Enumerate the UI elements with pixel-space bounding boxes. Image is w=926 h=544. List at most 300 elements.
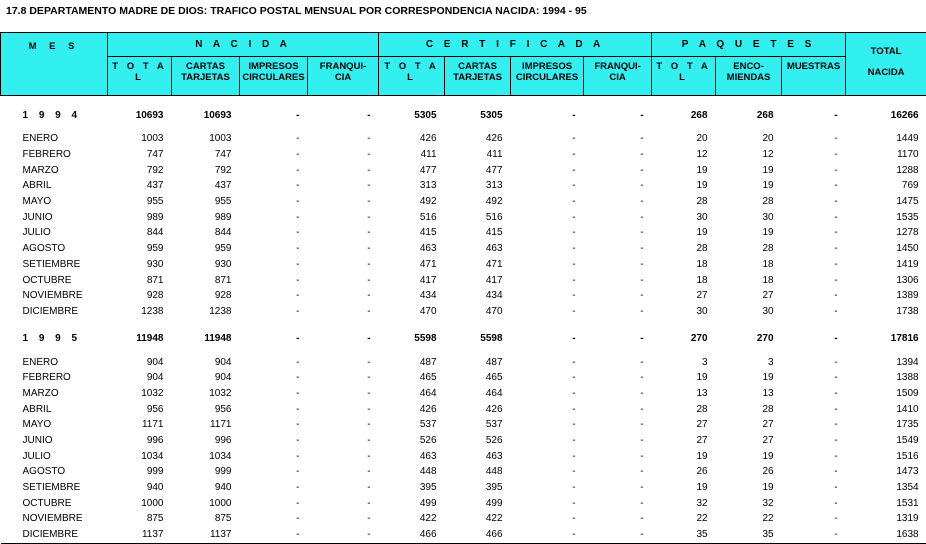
table-cell: 904 <box>146 356 164 368</box>
table-cell: - <box>584 527 652 543</box>
table-cell: 470 <box>485 305 503 317</box>
table-cell: 32 <box>696 497 708 509</box>
table-cell: 30 <box>696 211 708 223</box>
table-cell: - <box>572 387 576 399</box>
table-cell: - <box>572 419 576 431</box>
table-cell: 928 <box>214 290 232 302</box>
table-cell: 1388 <box>896 372 919 384</box>
franquicia-label: FRANQUI- <box>594 61 641 72</box>
table-cell: 30 <box>696 305 708 317</box>
table-cell: 19 <box>696 372 708 384</box>
table-cell: - <box>640 258 644 270</box>
table-cell: 999 <box>214 466 232 478</box>
table-cell: - <box>572 305 576 317</box>
circulares-label: CIRCULARES <box>515 72 579 83</box>
table-cell: - <box>296 133 300 145</box>
table-cell: - <box>834 274 838 286</box>
table-cell: 1170 <box>897 149 919 161</box>
table-cell: - <box>367 133 371 145</box>
row-label: AGOSTO <box>22 243 66 255</box>
franquicia-label: FRANQUI- <box>319 61 367 72</box>
table-cell: 426 <box>485 403 503 415</box>
table-cell: - <box>367 243 371 255</box>
table-cell: 492 <box>485 196 503 208</box>
table-cell: 955 <box>146 196 164 208</box>
table-cell: 516 <box>419 211 437 223</box>
table-cell: 5598 <box>480 333 503 345</box>
table-cell: 1410 <box>896 403 919 415</box>
table-cell: 19 <box>696 164 708 176</box>
group-paquetes: P A Q U E T E S <box>652 33 846 57</box>
table-row <box>1 417 926 433</box>
table-cell: - <box>367 403 371 415</box>
col-nacida-cartas <box>172 57 240 96</box>
table-row <box>1 162 926 178</box>
table-cell: 1032 <box>209 387 232 399</box>
table-cell: - <box>367 196 371 208</box>
table-cell: - <box>367 227 371 239</box>
table-cell: - <box>834 387 838 399</box>
table-cell: 1003 <box>209 133 232 145</box>
table-cell: - <box>296 164 300 176</box>
table-cell: 904 <box>214 372 232 384</box>
col-cert-impresos <box>511 57 584 96</box>
table-cell: 1171 <box>209 419 232 431</box>
table-cell: 12 <box>762 149 774 161</box>
table-cell: 28 <box>762 403 774 415</box>
table-cell: - <box>296 211 300 223</box>
table-cell: 844 <box>146 227 164 239</box>
table-cell: - <box>296 435 300 447</box>
table-cell: 1738 <box>896 305 919 317</box>
table-cell: - <box>367 466 371 478</box>
col-cert-total: T O T A L <box>379 57 445 96</box>
table-cell: - <box>296 196 300 208</box>
table-cell: - <box>640 180 644 192</box>
table-row <box>1 288 926 304</box>
row-label: ENERO <box>22 133 59 145</box>
table-cell: 875 <box>146 513 164 525</box>
table-row <box>1 257 926 273</box>
table-cell: 463 <box>419 243 437 255</box>
table-cell: 437 <box>214 180 232 192</box>
table-cell: 32 <box>762 497 774 509</box>
table-cell: - <box>640 372 644 384</box>
table-cell: 516 <box>485 211 503 223</box>
table-cell: - <box>640 387 644 399</box>
table-cell: - <box>834 164 838 176</box>
row-label: SETIEMBRE <box>22 258 81 270</box>
table-cell: - <box>367 450 371 462</box>
table-cell: - <box>640 497 644 509</box>
table-cell: 448 <box>485 466 503 478</box>
table-cell: 1034 <box>209 450 232 462</box>
table-cell: 18 <box>762 274 774 286</box>
table-cell: - <box>367 274 371 286</box>
table-cell: - <box>834 180 838 192</box>
table-cell: - <box>296 110 300 121</box>
table-row <box>1 433 926 449</box>
table-cell: 1288 <box>896 164 919 176</box>
table-cell: - <box>640 419 644 431</box>
table-cell: - <box>834 482 838 494</box>
table-cell: - <box>367 305 371 317</box>
row-label: NOVIEMBRE <box>22 513 83 525</box>
table-cell: - <box>834 466 838 478</box>
row-label: 1 9 9 5 <box>22 333 82 345</box>
table-cell: - <box>572 372 576 384</box>
table-row <box>1 178 926 194</box>
table-cell: 18 <box>696 274 708 286</box>
table-cell: 464 <box>419 387 437 399</box>
table-cell: 422 <box>419 513 437 525</box>
table-cell: 1531 <box>896 497 919 509</box>
table-cell: 465 <box>485 372 503 384</box>
row-label: ENERO <box>22 356 59 368</box>
table-cell: 1238 <box>141 305 164 317</box>
encomiendas-label: ENCO- <box>733 61 764 72</box>
table-cell: - <box>367 211 371 223</box>
table-cell: - <box>296 180 300 192</box>
table-cell: - <box>834 372 838 384</box>
table-cell: 904 <box>146 372 164 384</box>
col-paq-muestras: MUESTRAS <box>782 57 846 96</box>
table-cell: 1394 <box>896 356 919 368</box>
table-cell: 434 <box>485 290 503 302</box>
table-cell: 1735 <box>896 419 919 431</box>
table-row <box>1 209 926 225</box>
table-cell: 526 <box>485 435 503 447</box>
table-cell: 26 <box>762 466 774 478</box>
row-label: DICIEMBRE <box>1 527 108 543</box>
table-cell: - <box>834 356 838 368</box>
table-cell: 417 <box>485 274 503 286</box>
table-cell: - <box>640 227 644 239</box>
table-cell: 270 <box>756 333 774 345</box>
table-cell: - <box>296 258 300 270</box>
table-cell: 1032 <box>141 387 164 399</box>
table-cell: 19 <box>762 450 774 462</box>
table-cell: 313 <box>419 180 437 192</box>
row-label: JUNIO <box>22 211 53 223</box>
table-cell: - <box>834 497 838 509</box>
table-cell: 792 <box>146 164 164 176</box>
table-cell: - <box>640 333 644 345</box>
table-row <box>1 370 926 386</box>
table-cell: - <box>296 356 300 368</box>
table-cell: 499 <box>419 497 437 509</box>
cartas-label: CARTAS <box>458 61 497 72</box>
table-cell: 844 <box>214 227 232 239</box>
total-bottom-label: NACIDA <box>867 67 905 78</box>
table-cell: 30 <box>762 305 774 317</box>
table-cell: - <box>572 403 576 415</box>
table-cell: 1034 <box>141 450 164 462</box>
table-cell: 27 <box>762 290 774 302</box>
table-cell: - <box>308 527 379 543</box>
table-cell: 464 <box>485 387 503 399</box>
table-body <box>1 96 926 544</box>
table-cell: - <box>367 149 371 161</box>
table-cell: - <box>572 196 576 208</box>
table-cell: 1319 <box>896 513 919 525</box>
table-cell: - <box>782 527 846 543</box>
table-cell: 999 <box>146 466 164 478</box>
col-nacida-total: T O T A L <box>108 57 172 96</box>
table-row <box>1 225 926 241</box>
table-cell: - <box>640 435 644 447</box>
col-mes: M E S <box>1 33 108 96</box>
table-cell: - <box>572 482 576 494</box>
table-row <box>1 386 926 402</box>
table-cell: 1449 <box>896 133 919 145</box>
cia-label: CIA <box>609 72 626 83</box>
table-row <box>1 272 926 288</box>
table-cell: 959 <box>146 243 164 255</box>
table-cell: - <box>367 356 371 368</box>
table-cell: 465 <box>419 372 437 384</box>
table-cell: 12 <box>696 149 708 161</box>
table-cell: 1000 <box>209 497 232 509</box>
table-cell: 1509 <box>896 387 919 399</box>
table-cell: - <box>296 290 300 302</box>
impresos-label: IMPRESOS <box>521 61 573 72</box>
table-cell: 1389 <box>896 290 919 302</box>
cartas-label: CARTAS <box>186 61 225 72</box>
table-cell: - <box>572 243 576 255</box>
row-label: JULIO <box>22 450 51 462</box>
row-label: NOVIEMBRE <box>22 290 83 302</box>
row-label: JUNIO <box>22 435 53 447</box>
row-label: MAYO <box>22 196 52 208</box>
table-cell: 537 <box>419 419 437 431</box>
table-cell: 27 <box>696 419 708 431</box>
table-cell: - <box>572 164 576 176</box>
table-cell: 437 <box>146 180 164 192</box>
impresos-label: IMPRESOS <box>248 61 299 72</box>
table-cell: 989 <box>146 211 164 223</box>
table-cell: - <box>640 450 644 462</box>
year-total-row <box>1 105 926 126</box>
table-row <box>1 511 926 527</box>
table-cell: - <box>834 450 838 462</box>
table-cell: 268 <box>756 110 774 121</box>
table-cell: - <box>572 180 576 192</box>
table-cell: 11948 <box>136 333 164 345</box>
table-cell: - <box>367 387 371 399</box>
table-cell: 28 <box>696 243 708 255</box>
table-cell: - <box>640 513 644 525</box>
table-cell: - <box>367 110 371 121</box>
table-cell: 35 <box>652 527 716 543</box>
table-cell: 5598 <box>414 333 437 345</box>
table-cell: 22 <box>696 513 708 525</box>
table-cell: 16266 <box>890 110 919 121</box>
table-cell: - <box>572 497 576 509</box>
table-cell: 1516 <box>896 450 919 462</box>
table-cell: 792 <box>214 164 232 176</box>
table-cell: - <box>367 290 371 302</box>
table-cell: 1278 <box>896 227 919 239</box>
table-cell: - <box>296 333 300 345</box>
table-cell: 492 <box>419 196 437 208</box>
table-cell: 956 <box>214 403 232 415</box>
table-cell: - <box>367 180 371 192</box>
table-cell: - <box>834 243 838 255</box>
table-row <box>1 448 926 464</box>
table-cell: - <box>640 356 644 368</box>
table-cell: 1171 <box>141 419 164 431</box>
table-cell: 875 <box>214 513 232 525</box>
table-cell: - <box>834 227 838 239</box>
table-row <box>1 304 926 320</box>
table-cell: 27 <box>762 435 774 447</box>
table-cell: - <box>640 482 644 494</box>
table-cell: - <box>640 110 644 121</box>
table-cell: - <box>640 403 644 415</box>
table-row <box>1 241 926 257</box>
table-cell: 928 <box>146 290 164 302</box>
table-cell: 426 <box>419 133 437 145</box>
table-cell: - <box>572 110 576 121</box>
table-cell: 1306 <box>896 274 919 286</box>
miendas-label: MIENDAS <box>726 72 771 83</box>
table-cell: - <box>296 305 300 317</box>
table-cell: - <box>640 243 644 255</box>
table-cell: - <box>572 211 576 223</box>
table-cell: - <box>572 356 576 368</box>
table-row <box>1 527 926 543</box>
table-cell: 415 <box>485 227 503 239</box>
table-cell: 13 <box>696 387 708 399</box>
table-cell: 871 <box>214 274 232 286</box>
row-label: OCTUBRE <box>22 497 72 509</box>
table-cell: - <box>572 466 576 478</box>
table-cell: 1137 <box>108 527 172 543</box>
table-cell: 27 <box>696 290 708 302</box>
table-row <box>1 131 926 147</box>
table-cell: - <box>367 372 371 384</box>
table-row <box>1 147 926 163</box>
table-cell: - <box>367 513 371 525</box>
col-nacida-franquicia <box>308 57 379 96</box>
table-cell: 1000 <box>141 497 164 509</box>
table-cell: - <box>640 305 644 317</box>
table-cell: - <box>296 387 300 399</box>
table-cell: 10693 <box>135 110 164 121</box>
table-cell: - <box>834 149 838 161</box>
table-cell: - <box>296 372 300 384</box>
circulares-label: CIRCULARES <box>242 72 305 83</box>
table-cell: - <box>834 419 838 431</box>
table-cell: 463 <box>485 243 503 255</box>
table-cell: - <box>367 333 371 345</box>
table-cell: 747 <box>214 149 232 161</box>
table-cell: - <box>296 274 300 286</box>
table-cell: 1238 <box>209 305 232 317</box>
postal-traffic-table <box>0 32 926 544</box>
table-cell: - <box>640 290 644 302</box>
col-paq-total: T O T A L <box>652 57 716 96</box>
table-cell: - <box>640 133 644 145</box>
table-cell: - <box>640 466 644 478</box>
table-cell: 20 <box>762 133 774 145</box>
table-cell: - <box>834 290 838 302</box>
table-cell: - <box>834 403 838 415</box>
row-label: JULIO <box>22 227 51 239</box>
table-cell: 270 <box>690 333 708 345</box>
table-cell: - <box>240 527 308 543</box>
table-row <box>1 495 926 511</box>
col-nacida-impresos <box>240 57 308 96</box>
table-cell: 19 <box>696 482 708 494</box>
table-cell: 26 <box>696 466 708 478</box>
table-cell: 448 <box>419 466 437 478</box>
col-total-nacida <box>846 33 926 96</box>
table-cell: 411 <box>486 149 503 161</box>
table-row <box>1 480 926 496</box>
table-cell: - <box>834 110 838 121</box>
table-cell: 747 <box>146 149 164 161</box>
table-cell: 22 <box>762 513 774 525</box>
table-cell: 1549 <box>896 435 919 447</box>
table-cell: - <box>572 450 576 462</box>
tarjetas-label: TARJETAS <box>453 72 502 83</box>
table-cell: 268 <box>690 110 708 121</box>
table-cell: - <box>572 290 576 302</box>
cia-label: CIA <box>334 72 352 83</box>
table-cell: 769 <box>901 180 919 192</box>
table-cell: 19 <box>696 450 708 462</box>
row-label: FEBRERO <box>22 149 71 161</box>
page-title: 17.8 DEPARTAMENTO MADRE DE DIOS: TRAFICO POSTAL MENSUAL POR CORRESPONDENCIA NACIDA: 1994 - 95 <box>6 5 587 17</box>
table-cell: 940 <box>146 482 164 494</box>
table-cell: 5305 <box>480 110 503 121</box>
table-cell: 28 <box>762 243 774 255</box>
table-cell: - <box>834 258 838 270</box>
table-cell: - <box>572 133 576 145</box>
table-cell: - <box>640 149 644 161</box>
table-cell: 5305 <box>414 110 437 121</box>
row-label: SETIEMBRE <box>22 482 81 494</box>
table-cell: 463 <box>485 450 503 462</box>
group-nacida: N A C I D A <box>108 33 379 57</box>
row-label: ABRIL <box>22 180 52 192</box>
table-cell: 426 <box>419 403 437 415</box>
table-cell: - <box>296 497 300 509</box>
table-cell: 871 <box>146 274 164 286</box>
table-cell: 1003 <box>141 133 164 145</box>
table-cell: - <box>296 513 300 525</box>
table-cell: - <box>572 258 576 270</box>
table-cell: - <box>834 211 838 223</box>
table-cell: 989 <box>214 211 232 223</box>
spacer-row <box>1 319 926 328</box>
table-cell: 10693 <box>203 110 232 121</box>
table-cell: 417 <box>419 274 437 286</box>
tarjetas-label: TARJETAS <box>181 72 230 83</box>
col-cert-franquicia <box>584 57 652 96</box>
table-cell: - <box>296 149 300 161</box>
table-cell: 415 <box>419 227 437 239</box>
table-cell: 17816 <box>890 333 919 345</box>
table-cell: 426 <box>485 133 503 145</box>
table-cell: - <box>296 466 300 478</box>
table-cell: - <box>572 513 576 525</box>
table-cell: 466 <box>379 527 445 543</box>
table-cell: - <box>834 435 838 447</box>
table-cell: - <box>296 482 300 494</box>
